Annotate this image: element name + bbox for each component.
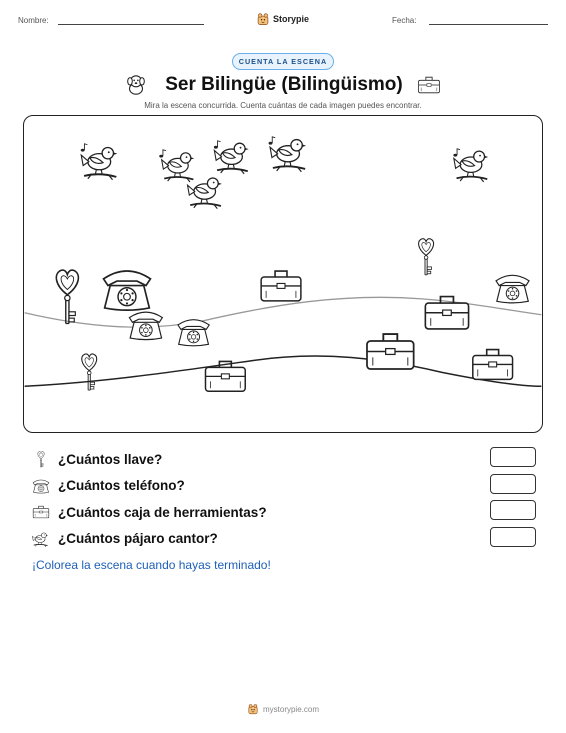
question-row-songbirds <box>32 526 536 553</box>
toolbox-icon <box>32 503 50 521</box>
worksheet-header <box>18 12 550 30</box>
busy-scene <box>23 115 543 433</box>
songbird-1 <box>81 144 118 180</box>
title-row <box>0 73 566 99</box>
key-icon <box>32 450 50 468</box>
answer-box-telephones[interactable] <box>490 474 536 494</box>
footer-url: mystorypie.com <box>262 704 319 714</box>
question-text: ¿Cuántos llave? <box>58 451 163 467</box>
answer-box-songbirds[interactable] <box>490 527 536 547</box>
instructions-text: Mira la escena concurrida. Cuenta cuántas de cada imagen puedes encontrar. <box>144 101 422 110</box>
count-questions <box>32 446 536 552</box>
storypie-logo-icon <box>256 12 270 26</box>
songbird-2 <box>159 150 194 182</box>
name-field-line[interactable] <box>58 24 204 25</box>
date-field-line[interactable] <box>429 24 548 25</box>
question-row-telephones <box>32 473 536 500</box>
question-text: ¿Cuántos caja de herramientas? <box>58 504 267 520</box>
toolbox-4 <box>473 350 513 380</box>
telephone-3 <box>178 320 209 346</box>
question-text: ¿Cuántos pájaro cantor? <box>58 531 218 547</box>
answer-box-toolboxes[interactable] <box>490 500 536 520</box>
telephone-4 <box>496 275 529 303</box>
footer <box>0 703 566 715</box>
songbird-icon <box>32 530 50 548</box>
name-label: Nombre: <box>18 16 49 25</box>
date-label: Fecha: <box>392 16 417 25</box>
key-1 <box>56 270 78 323</box>
songbird-3 <box>214 141 249 174</box>
page-title: Ser Bilingüe (Bilingüismo) <box>165 74 403 95</box>
question-row-toolboxes <box>32 499 536 526</box>
key-2 <box>419 239 434 275</box>
telephone-1 <box>104 271 151 310</box>
color-instruction: ¡Colorea la escena cuando hayas terminado! <box>32 558 271 572</box>
scene-tag-badge: CUENTA LA ESCENA <box>232 53 334 70</box>
question-text: ¿Cuántos teléfono? <box>58 478 185 494</box>
songbird-4 <box>269 137 307 172</box>
toolbox-icon <box>417 73 441 97</box>
toolbox-1 <box>261 271 301 301</box>
storypie-logo-icon <box>247 703 259 715</box>
question-row-keys <box>32 446 536 473</box>
answer-box-keys[interactable] <box>490 447 536 467</box>
scene-illustration <box>24 116 542 432</box>
telephone-icon <box>32 477 50 495</box>
songbird-5 <box>188 178 222 209</box>
brand-logo <box>256 12 309 26</box>
hill-line-lower <box>25 356 542 386</box>
dog-icon <box>124 73 148 97</box>
telephone-2 <box>129 312 162 340</box>
key-3 <box>82 354 97 390</box>
songbird-6 <box>453 149 488 182</box>
brand-name: Storypie <box>273 14 310 24</box>
toolbox-3 <box>367 334 414 369</box>
